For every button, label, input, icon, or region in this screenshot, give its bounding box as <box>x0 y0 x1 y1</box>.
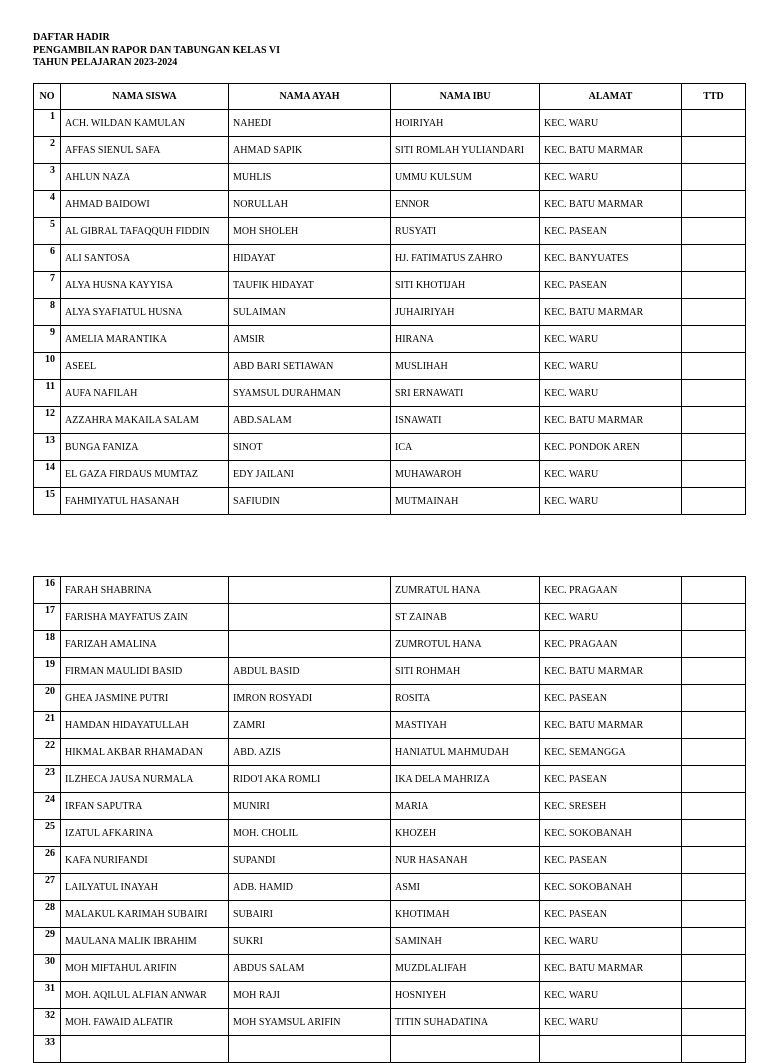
student-name: ALYA HUSNA KAYYISA <box>61 272 229 299</box>
student-name: MALAKUL KARIMAH SUBAIRI <box>61 901 229 928</box>
table-row <box>34 1009 746 1036</box>
document-title: DAFTAR HADIR <box>33 32 110 43</box>
signature-cell <box>682 982 746 1009</box>
table-row <box>34 299 746 326</box>
address: KEC. SOKOBANAH <box>540 820 682 847</box>
table-row <box>34 793 746 820</box>
student-name: MOH. FAWAID ALFATIR <box>61 1009 229 1036</box>
table-row <box>34 434 746 461</box>
father-name: TAUFIK HIDAYAT <box>229 272 391 299</box>
mother-name: KHOTIMAH <box>391 901 540 928</box>
signature-cell <box>682 110 746 137</box>
signature-cell <box>682 577 746 604</box>
row-number: 33 <box>34 1036 61 1063</box>
table-row <box>34 218 746 245</box>
row-number: 9 <box>34 326 61 353</box>
father-name <box>229 577 391 604</box>
row-number: 19 <box>34 658 61 685</box>
mother-name: ENNOR <box>391 191 540 218</box>
table-row <box>34 1036 746 1063</box>
mother-name: SITI ROHMAH <box>391 658 540 685</box>
father-name: SINOT <box>229 434 391 461</box>
table-row <box>34 847 746 874</box>
signature-cell <box>682 712 746 739</box>
row-number: 14 <box>34 461 61 488</box>
mother-name: RUSYATI <box>391 218 540 245</box>
student-name: AUFA NAFILAH <box>61 380 229 407</box>
row-number: 20 <box>34 685 61 712</box>
mother-name: MARIA <box>391 793 540 820</box>
row-number: 24 <box>34 793 61 820</box>
row-number: 27 <box>34 874 61 901</box>
address: KEC. PASEAN <box>540 766 682 793</box>
address: KEC. WARU <box>540 928 682 955</box>
attendance-table-page-2 <box>33 576 746 1063</box>
row-number: 23 <box>34 766 61 793</box>
father-name: SYAMSUL DURAHMAN <box>229 380 391 407</box>
table-row <box>34 326 746 353</box>
address: KEC. PASEAN <box>540 901 682 928</box>
address: KEC. PRAGAAN <box>540 577 682 604</box>
table-row <box>34 739 746 766</box>
table-row <box>34 245 746 272</box>
student-name: MOH MIFTAHUL ARIFIN <box>61 955 229 982</box>
signature-cell <box>682 631 746 658</box>
mother-name: SRI ERNAWATI <box>391 380 540 407</box>
address: KEC. WARU <box>540 110 682 137</box>
father-name: MOH. CHOLIL <box>229 820 391 847</box>
father-name: ZAMRI <box>229 712 391 739</box>
address: KEC. BANYUATES <box>540 245 682 272</box>
student-name: MAULANA MALIK IBRAHIM <box>61 928 229 955</box>
father-name <box>229 631 391 658</box>
address: KEC. WARU <box>540 604 682 631</box>
mother-name: ZUMROTUL HANA <box>391 631 540 658</box>
column-header-alamat: ALAMAT <box>540 84 682 110</box>
student-name: FARIZAH AMALINA <box>61 631 229 658</box>
signature-cell <box>682 847 746 874</box>
table-row <box>34 353 746 380</box>
student-name: ALI SANTOSA <box>61 245 229 272</box>
signature-cell <box>682 874 746 901</box>
mother-name: MUTMAINAH <box>391 488 540 515</box>
academic-year: TAHUN PELAJARAN 2023-2024 <box>33 57 178 69</box>
table-row <box>34 164 746 191</box>
mother-name: HJ. FATIMATUS ZAHRO <box>391 245 540 272</box>
mother-name: UMMU KULSUM <box>391 164 540 191</box>
student-name: LAILYATUL INAYAH <box>61 874 229 901</box>
student-name: AL GIBRAL TAFAQQUH FIDDIN <box>61 218 229 245</box>
mother-name: SAMINAH <box>391 928 540 955</box>
row-number: 30 <box>34 955 61 982</box>
table-row <box>34 272 746 299</box>
mother-name: MUSLIHAH <box>391 353 540 380</box>
row-number: 8 <box>34 299 61 326</box>
father-name: SUBAIRI <box>229 901 391 928</box>
signature-cell <box>682 901 746 928</box>
father-name <box>229 1036 391 1063</box>
mother-name: ISNAWATI <box>391 407 540 434</box>
row-number: 1 <box>34 110 61 137</box>
address: KEC. PASEAN <box>540 272 682 299</box>
signature-cell <box>682 326 746 353</box>
student-name: MOH. AQILUL ALFIAN ANWAR <box>61 982 229 1009</box>
row-number: 26 <box>34 847 61 874</box>
father-name: ADB. HAMID <box>229 874 391 901</box>
signature-cell <box>682 434 746 461</box>
mother-name: TITIN SUHADATINA <box>391 1009 540 1036</box>
row-number: 15 <box>34 488 61 515</box>
student-name: ACH. WILDAN KAMULAN <box>61 110 229 137</box>
student-name: GHEA JASMINE PUTRI <box>61 685 229 712</box>
address: KEC. WARU <box>540 982 682 1009</box>
mother-name: HANIATUL MAHMUDAH <box>391 739 540 766</box>
student-name: BUNGA FANIZA <box>61 434 229 461</box>
document-subtitle: PENGAMBILAN RAPOR DAN TABUNGAN KELAS VI <box>33 44 280 56</box>
student-name: ASEEL <box>61 353 229 380</box>
student-name: HIKMAL AKBAR RHAMADAN <box>61 739 229 766</box>
father-name: RIDO'I AKA ROMLI <box>229 766 391 793</box>
column-header-no: NO <box>34 84 61 110</box>
table-row <box>34 658 746 685</box>
father-name: ABD.SALAM <box>229 407 391 434</box>
table-row <box>34 407 746 434</box>
student-name: FARAH SHABRINA <box>61 577 229 604</box>
address: KEC. WARU <box>540 461 682 488</box>
row-number: 21 <box>34 712 61 739</box>
address: KEC. PASEAN <box>540 218 682 245</box>
signature-cell <box>682 658 746 685</box>
address: KEC. BATU MARMAR <box>540 299 682 326</box>
mother-name: MUZDLALIFAH <box>391 955 540 982</box>
mother-name: SITI ROMLAH YULIANDARI <box>391 137 540 164</box>
signature-cell <box>682 1036 746 1063</box>
table-row <box>34 380 746 407</box>
row-number: 3 <box>34 164 61 191</box>
mother-name: IKA DELA MAHRIZA <box>391 766 540 793</box>
student-name <box>61 1036 229 1063</box>
father-name: MOH SYAMSUL ARIFIN <box>229 1009 391 1036</box>
mother-name: ICA <box>391 434 540 461</box>
mother-name <box>391 1036 540 1063</box>
address: KEC. BATU MARMAR <box>540 658 682 685</box>
row-number: 18 <box>34 631 61 658</box>
father-name: SAFIUDIN <box>229 488 391 515</box>
table-row <box>34 901 746 928</box>
student-name: IZATUL AFKARINA <box>61 820 229 847</box>
address: KEC. WARU <box>540 1009 682 1036</box>
row-number: 5 <box>34 218 61 245</box>
signature-cell <box>682 604 746 631</box>
signature-cell <box>682 353 746 380</box>
address: KEC. BATU MARMAR <box>540 407 682 434</box>
table-row <box>34 577 746 604</box>
signature-cell <box>682 191 746 218</box>
column-header-nama-ayah: NAMA AYAH <box>229 84 391 110</box>
mother-name: MASTIYAH <box>391 712 540 739</box>
father-name: SUKRI <box>229 928 391 955</box>
signature-cell <box>682 218 746 245</box>
row-number: 6 <box>34 245 61 272</box>
father-name: IMRON ROSYADI <box>229 685 391 712</box>
father-name <box>229 604 391 631</box>
table-row <box>34 110 746 137</box>
address: KEC. SRESEH <box>540 793 682 820</box>
student-name: FAHMIYATUL HASANAH <box>61 488 229 515</box>
address: KEC. WARU <box>540 326 682 353</box>
signature-cell <box>682 820 746 847</box>
mother-name: ZUMRATUL HANA <box>391 577 540 604</box>
signature-cell <box>682 793 746 820</box>
father-name: ABD. AZIS <box>229 739 391 766</box>
student-name: ALYA SYAFIATUL HUSNA <box>61 299 229 326</box>
signature-cell <box>682 272 746 299</box>
father-name: EDY JAILANI <box>229 461 391 488</box>
table-row <box>34 137 746 164</box>
mother-name: ASMI <box>391 874 540 901</box>
father-name: AHMAD SAPIK <box>229 137 391 164</box>
row-number: 11 <box>34 380 61 407</box>
row-number: 13 <box>34 434 61 461</box>
document-header <box>33 32 280 70</box>
address: KEC. BATU MARMAR <box>540 712 682 739</box>
row-number: 29 <box>34 928 61 955</box>
row-number: 32 <box>34 1009 61 1036</box>
student-name: FIRMAN MAULIDI BASID <box>61 658 229 685</box>
signature-cell <box>682 461 746 488</box>
address: KEC. WARU <box>540 353 682 380</box>
row-number: 4 <box>34 191 61 218</box>
column-header-nama-ibu: NAMA IBU <box>391 84 540 110</box>
signature-cell <box>682 407 746 434</box>
signature-cell <box>682 299 746 326</box>
table-row <box>34 631 746 658</box>
student-name: ILZHECA JAUSA NURMALA <box>61 766 229 793</box>
student-name: AZZAHRA MAKAILA SALAM <box>61 407 229 434</box>
address: KEC. WARU <box>540 164 682 191</box>
row-number: 31 <box>34 982 61 1009</box>
signature-cell <box>682 739 746 766</box>
signature-cell <box>682 685 746 712</box>
signature-cell <box>682 380 746 407</box>
father-name: MUNIRI <box>229 793 391 820</box>
table-row <box>34 820 746 847</box>
table-row <box>34 955 746 982</box>
table-header-row <box>34 84 746 110</box>
table-row <box>34 928 746 955</box>
attendance-table-page-1 <box>33 83 746 515</box>
address: KEC. PRAGAAN <box>540 631 682 658</box>
signature-cell <box>682 955 746 982</box>
father-name: ABD BARI SETIAWAN <box>229 353 391 380</box>
mother-name: MUHAWAROH <box>391 461 540 488</box>
student-name: AHMAD BAIDOWI <box>61 191 229 218</box>
row-number: 16 <box>34 577 61 604</box>
student-name: HAMDAN HIDAYATULLAH <box>61 712 229 739</box>
row-number: 25 <box>34 820 61 847</box>
mother-name: NUR HASANAH <box>391 847 540 874</box>
student-name: EL GAZA FIRDAUS MUMTAZ <box>61 461 229 488</box>
table-row <box>34 712 746 739</box>
address: KEC. SEMANGGA <box>540 739 682 766</box>
signature-cell <box>682 1009 746 1036</box>
signature-cell <box>682 928 746 955</box>
father-name: MOH RAJI <box>229 982 391 1009</box>
signature-cell <box>682 766 746 793</box>
mother-name: HOSNIYEH <box>391 982 540 1009</box>
mother-name: SITI KHOTIJAH <box>391 272 540 299</box>
mother-name: ST ZAINAB <box>391 604 540 631</box>
father-name: ABDUL BASID <box>229 658 391 685</box>
father-name: AMSIR <box>229 326 391 353</box>
table-row <box>34 982 746 1009</box>
column-header-ttd: TTD <box>682 84 746 110</box>
father-name: NORULLAH <box>229 191 391 218</box>
table-row <box>34 685 746 712</box>
signature-cell <box>682 488 746 515</box>
table-row <box>34 488 746 515</box>
address: KEC. BATU MARMAR <box>540 955 682 982</box>
signature-cell <box>682 245 746 272</box>
table-row <box>34 461 746 488</box>
row-number: 10 <box>34 353 61 380</box>
address: KEC. SOKOBANAH <box>540 874 682 901</box>
row-number: 22 <box>34 739 61 766</box>
father-name: SUPANDI <box>229 847 391 874</box>
father-name: ABDUS SALAM <box>229 955 391 982</box>
student-name: AMELIA MARANTIKA <box>61 326 229 353</box>
mother-name: KHOZEH <box>391 820 540 847</box>
address: KEC. BATU MARMAR <box>540 191 682 218</box>
row-number: 12 <box>34 407 61 434</box>
table-row <box>34 874 746 901</box>
student-name: KAFA NURIFANDI <box>61 847 229 874</box>
address <box>540 1036 682 1063</box>
row-number: 28 <box>34 901 61 928</box>
table-row <box>34 191 746 218</box>
student-name: FARISHA MAYFATUS ZAIN <box>61 604 229 631</box>
mother-name: HOIRIYAH <box>391 110 540 137</box>
mother-name: HIRANA <box>391 326 540 353</box>
mother-name: ROSITA <box>391 685 540 712</box>
row-number: 17 <box>34 604 61 631</box>
table-row <box>34 604 746 631</box>
signature-cell <box>682 137 746 164</box>
table-row <box>34 766 746 793</box>
row-number: 7 <box>34 272 61 299</box>
father-name: SULAIMAN <box>229 299 391 326</box>
mother-name: JUHAIRIYAH <box>391 299 540 326</box>
father-name: NAHEDI <box>229 110 391 137</box>
address: KEC. PONDOK AREN <box>540 434 682 461</box>
student-name: AFFAS SIENUL SAFA <box>61 137 229 164</box>
father-name: MUHLIS <box>229 164 391 191</box>
address: KEC. WARU <box>540 488 682 515</box>
student-name: AHLUN NAZA <box>61 164 229 191</box>
address: KEC. PASEAN <box>540 847 682 874</box>
father-name: HIDAYAT <box>229 245 391 272</box>
address: KEC. BATU MARMAR <box>540 137 682 164</box>
address: KEC. WARU <box>540 380 682 407</box>
row-number: 2 <box>34 137 61 164</box>
student-name: IRFAN SAPUTRA <box>61 793 229 820</box>
column-header-nama-siswa: NAMA SISWA <box>61 84 229 110</box>
father-name: MOH SHOLEH <box>229 218 391 245</box>
address: KEC. PASEAN <box>540 685 682 712</box>
signature-cell <box>682 164 746 191</box>
